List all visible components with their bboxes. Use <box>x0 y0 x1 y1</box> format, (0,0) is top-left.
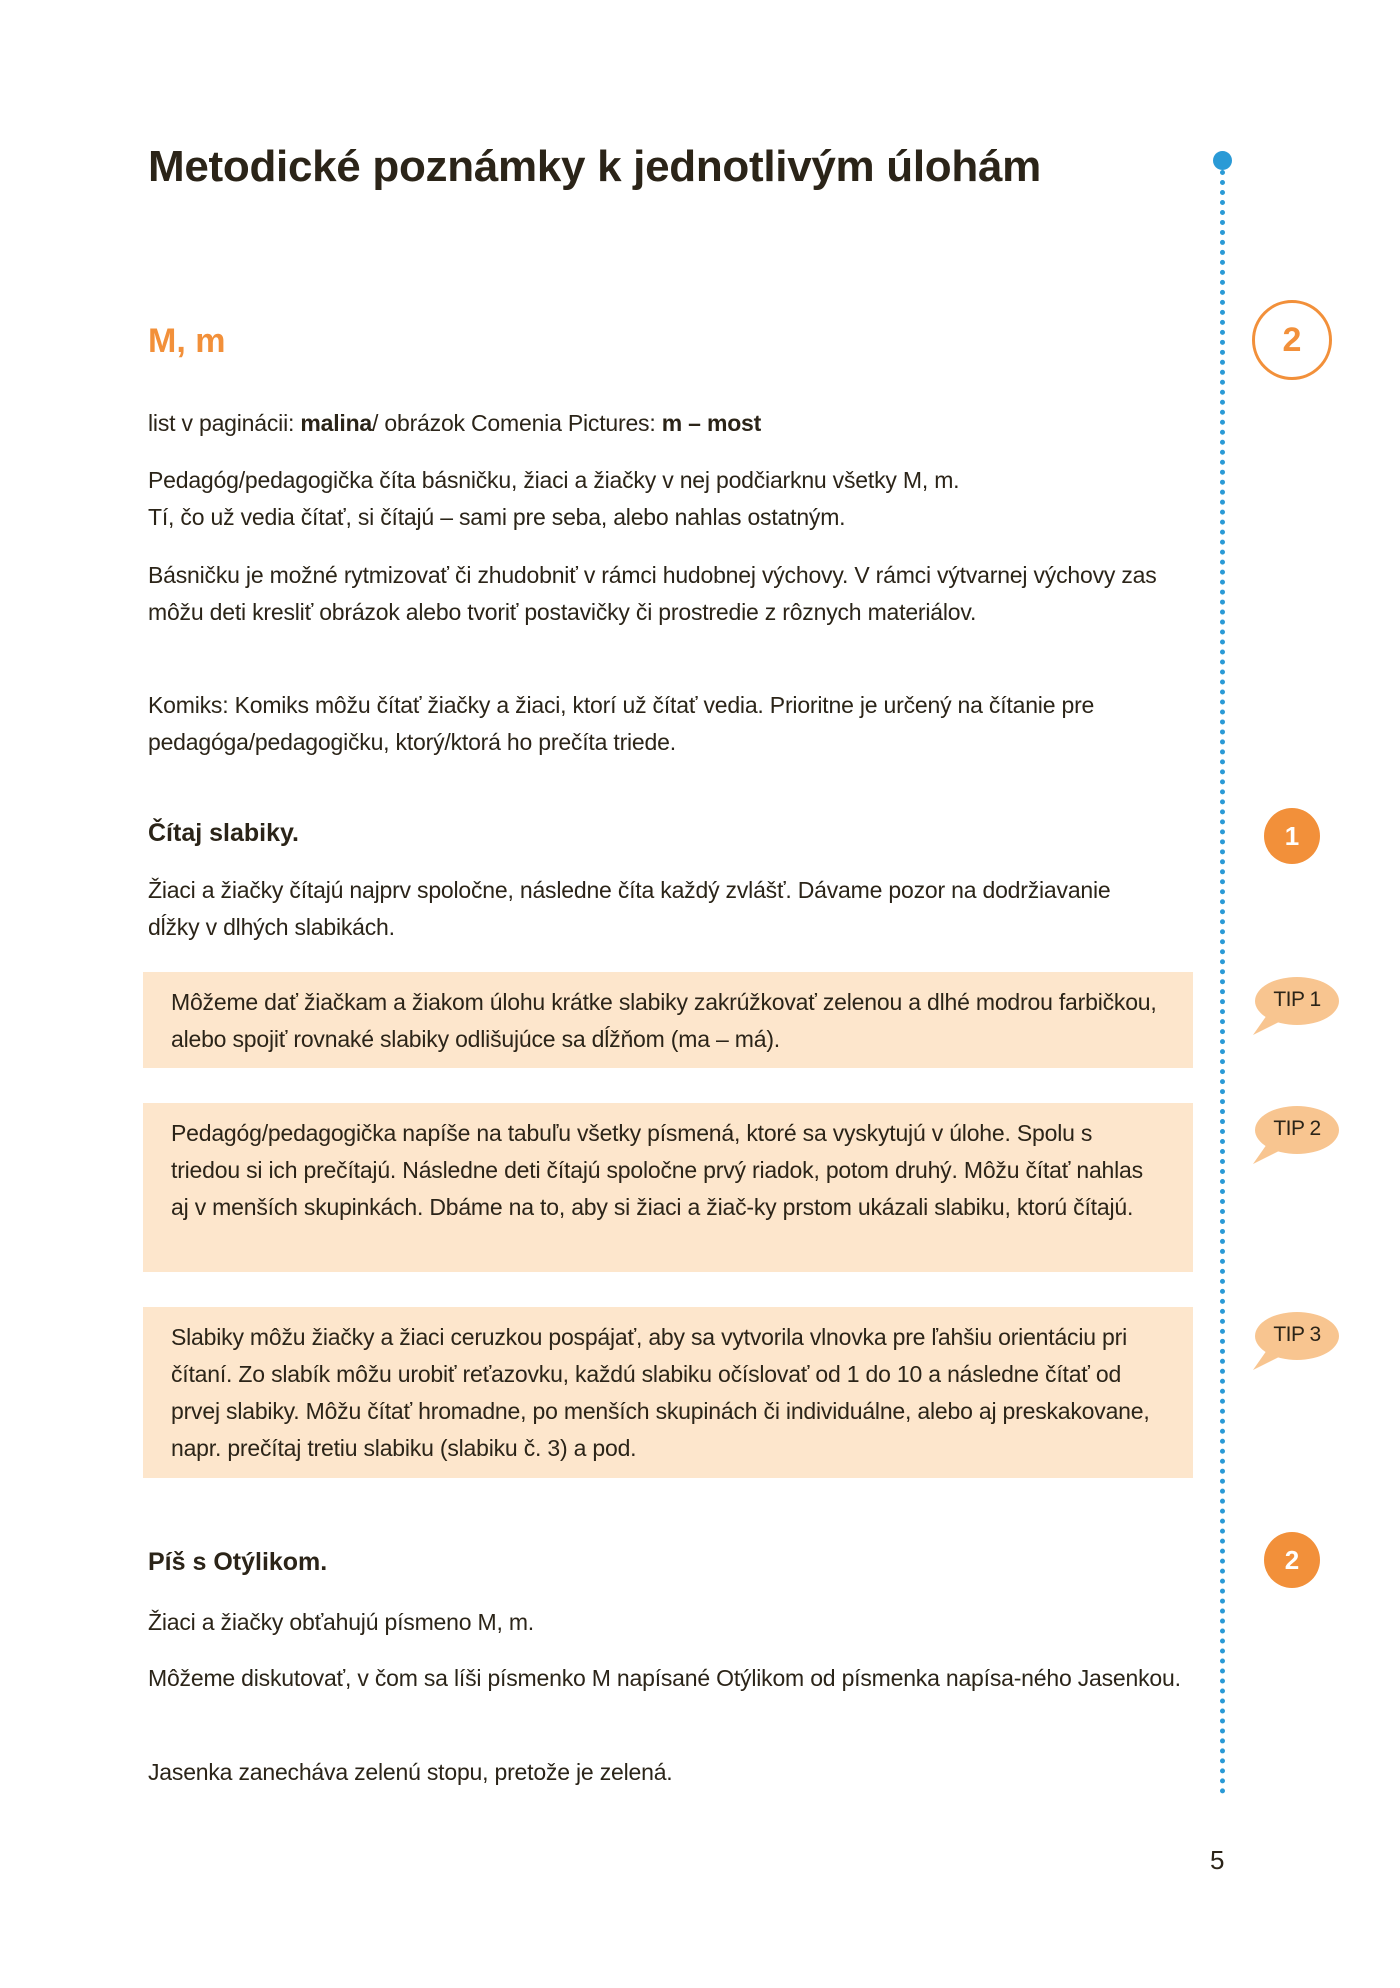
timeline-dotted-line <box>1220 170 1225 1795</box>
timeline-start-dot <box>1213 151 1232 170</box>
source-picture: m – most <box>661 410 762 436</box>
tip-2-box: Pedagóg/pedagogička napíše na tabuľu všetky písmená, ktoré sa vyskytujú v úlohe. Spolu s triedou si ich prečítajú. Následne deti čítajú spoločne prvý riadok, potom druhý. Môžu čítať nahlas aj v menších skupinkách. Dbáme na to, aby si žiaci a žiač-ky prstom ukázali slabiku, ktorú čítajú. <box>143 1103 1193 1272</box>
task-1-number-badge: 1 <box>1264 808 1320 864</box>
task-1-heading: Čítaj slabiky. <box>148 819 299 847</box>
task-2-paragraph-2: Môžeme diskutovať, v čom sa líši písmenko M napísané Otýlikom od písmenka napísa-ného Jasenkou. <box>148 1665 1181 1691</box>
tip-3-bubble: TIP 3 <box>1245 1310 1341 1364</box>
task-2-heading: Píš s Otýlikom. <box>148 1548 328 1576</box>
task-2-number-badge: 2 <box>1264 1532 1320 1588</box>
intro-paragraph-2: Básničku je možné rytmizovať či zhudobniť v rámci hudobnej výchovy. V rámci výtvarnej výchovy zas môžu deti kresliť obrázok alebo tvoriť postavičky či prostredie z rôznych materiálov. <box>148 562 1157 625</box>
task-2-paragraph-3: Jasenka zanecháva zelenú stopu, pretože je zelená. <box>148 1759 673 1785</box>
page-title: Metodické poznámky k jednotlivým úlohám <box>148 142 1041 191</box>
intro-paragraph-3: Komiks: Komiks môžu čítať žiačky a žiaci, ktorí už čítať vedia. Prioritne je určený na čítanie pre pedagóga/pedagogičku, ktorý/ktorá ho prečíta triede. <box>148 692 1095 755</box>
intro-paragraph-1: Pedagóg/pedagogička číta básničku, žiaci a žiačky v nej podčiarknu všetky M, m. Tí, čo už vedia čítať, si čítajú – sami pre seba, alebo nahlas ostatným. <box>148 467 960 530</box>
unit-number: 2 <box>1282 320 1302 359</box>
source-line: list v paginácii: malina/ obrázok Comenia Pictures: m – most <box>148 410 762 436</box>
letter-heading: M, m <box>148 322 226 360</box>
tip-1-bubble: TIP 1 <box>1245 975 1341 1029</box>
task-2-paragraph-1: Žiaci a žiačky obťahujú písmeno M, m. <box>148 1609 534 1635</box>
tip-1-box: Môžeme dať žiačkam a žiakom úlohu krátke slabiky zakrúžkovať zelenou a dlhé modrou farbičkou, alebo spojiť rovnaké slabiky odlišujúce sa dĺžňom (ma – má). <box>143 972 1193 1068</box>
page-number: 5 <box>1210 1845 1225 1875</box>
unit-number-badge <box>1252 300 1332 380</box>
source-word: malina <box>300 410 373 436</box>
task-1-paragraph: Žiaci a žiačky čítajú najprv spoločne, následne číta každý zvlášť. Dávame pozor na dodržiavanie dĺžky v dlhých slabikách. <box>148 877 1111 940</box>
tip-2-bubble: TIP 2 <box>1245 1104 1341 1158</box>
tip-3-box: Slabiky môžu žiačky a žiaci ceruzkou pospájať, aby sa vytvorila vlnovka pre ľahšiu orientáciu pri čítaní. Zo slabík môžu urobiť reťazovku, každú slabiku očíslovať od 1 do 10 a následne čítať od prvej slabiky. Môžu čítať hromadne, po menších skupinách či individuálne, alebo aj preskakovane, napr. prečítaj tretiu slabiku (slabiku č. 3) a pod. <box>143 1307 1193 1478</box>
